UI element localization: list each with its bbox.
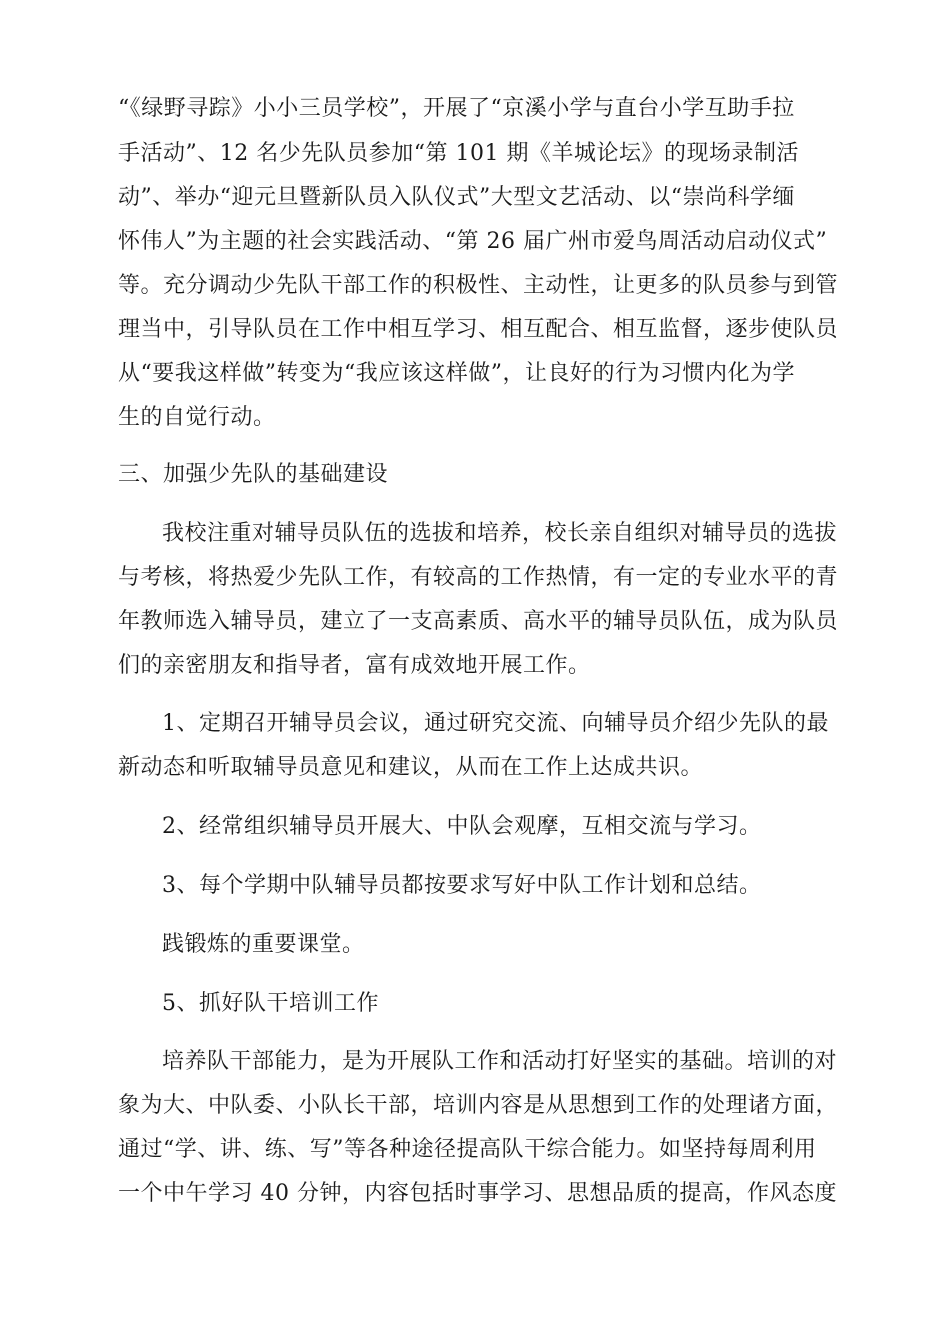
text-line: 我校注重对辅导员队伍的选拔和培养，校长亲自组织对辅导员的选拔 <box>162 521 838 546</box>
text-line: 动”、举办“迎元旦暨新队员入队仪式”大型文艺活动、以“崇尚科学缅 <box>118 185 795 210</box>
text-line: 怀伟人”为主题的社会实践活动、“第 26 届广州市爱鸟周活动启动仪式” <box>118 229 828 254</box>
text-line: 理当中，引导队员在工作中相互学习、相互配合、相互监督，逐步使队员 <box>118 317 839 342</box>
text-line: 践锻炼的重要课堂。 <box>162 932 365 957</box>
section-heading: 三、加强少先队的基础建设 <box>118 462 389 487</box>
text-line: 一个中午学习 40 分钟，内容包括时事学习、思想品质的提高，作风态度 <box>118 1181 837 1206</box>
list-item: 5、抓好队干培训工作 <box>162 991 379 1016</box>
list-item: 1、定期召开辅导员会议，通过研究交流、向辅导员介绍少先队的最 <box>162 711 829 736</box>
text-line: 们的亲密朋友和指导者，富有成效地开展工作。 <box>118 653 591 678</box>
text-line: 新动态和听取辅导员意见和建议，从而在工作上达成共识。 <box>118 755 704 780</box>
text-line: 手活动”、12 名少先队员参加“第 101 期《羊城论坛》的现场录制活 <box>118 141 799 166</box>
text-line: 象为大、中队委、小队长干部，培训内容是从思想到工作的处理诸方面， <box>118 1093 839 1118</box>
text-line: 通过“学、讲、练、写”等各种途径提高队干综合能力。如坚持每周利用 <box>118 1137 817 1162</box>
text-line: 生的自觉行动。 <box>118 405 276 430</box>
text-line: “《绿野寻踪》小小三员学校”，开展了“京溪小学与直台小学互助手拉 <box>118 96 795 121</box>
text-line: 年教师选入辅导员，建立了一支高素质、高水平的辅导员队伍，成为队员 <box>118 609 839 634</box>
list-item: 3、每个学期中队辅导员都按要求写好中队工作计划和总结。 <box>162 873 762 898</box>
text-line: 从“要我这样做”转变为“我应该这样做”，让良好的行为习惯内化为学 <box>118 361 795 386</box>
list-item: 2、经常组织辅导员开展大、中队会观摩，互相交流与学习。 <box>162 814 762 839</box>
text-line: 培养队干部能力，是为开展队工作和活动打好坚实的基础。培训的对 <box>162 1049 838 1074</box>
text-line: 与考核，将热爱少先队工作，有较高的工作热情，有一定的专业水平的青 <box>118 565 839 590</box>
text-line: 等。充分调动少先队干部工作的积极性、主动性，让更多的队员参与到管 <box>118 273 839 298</box>
